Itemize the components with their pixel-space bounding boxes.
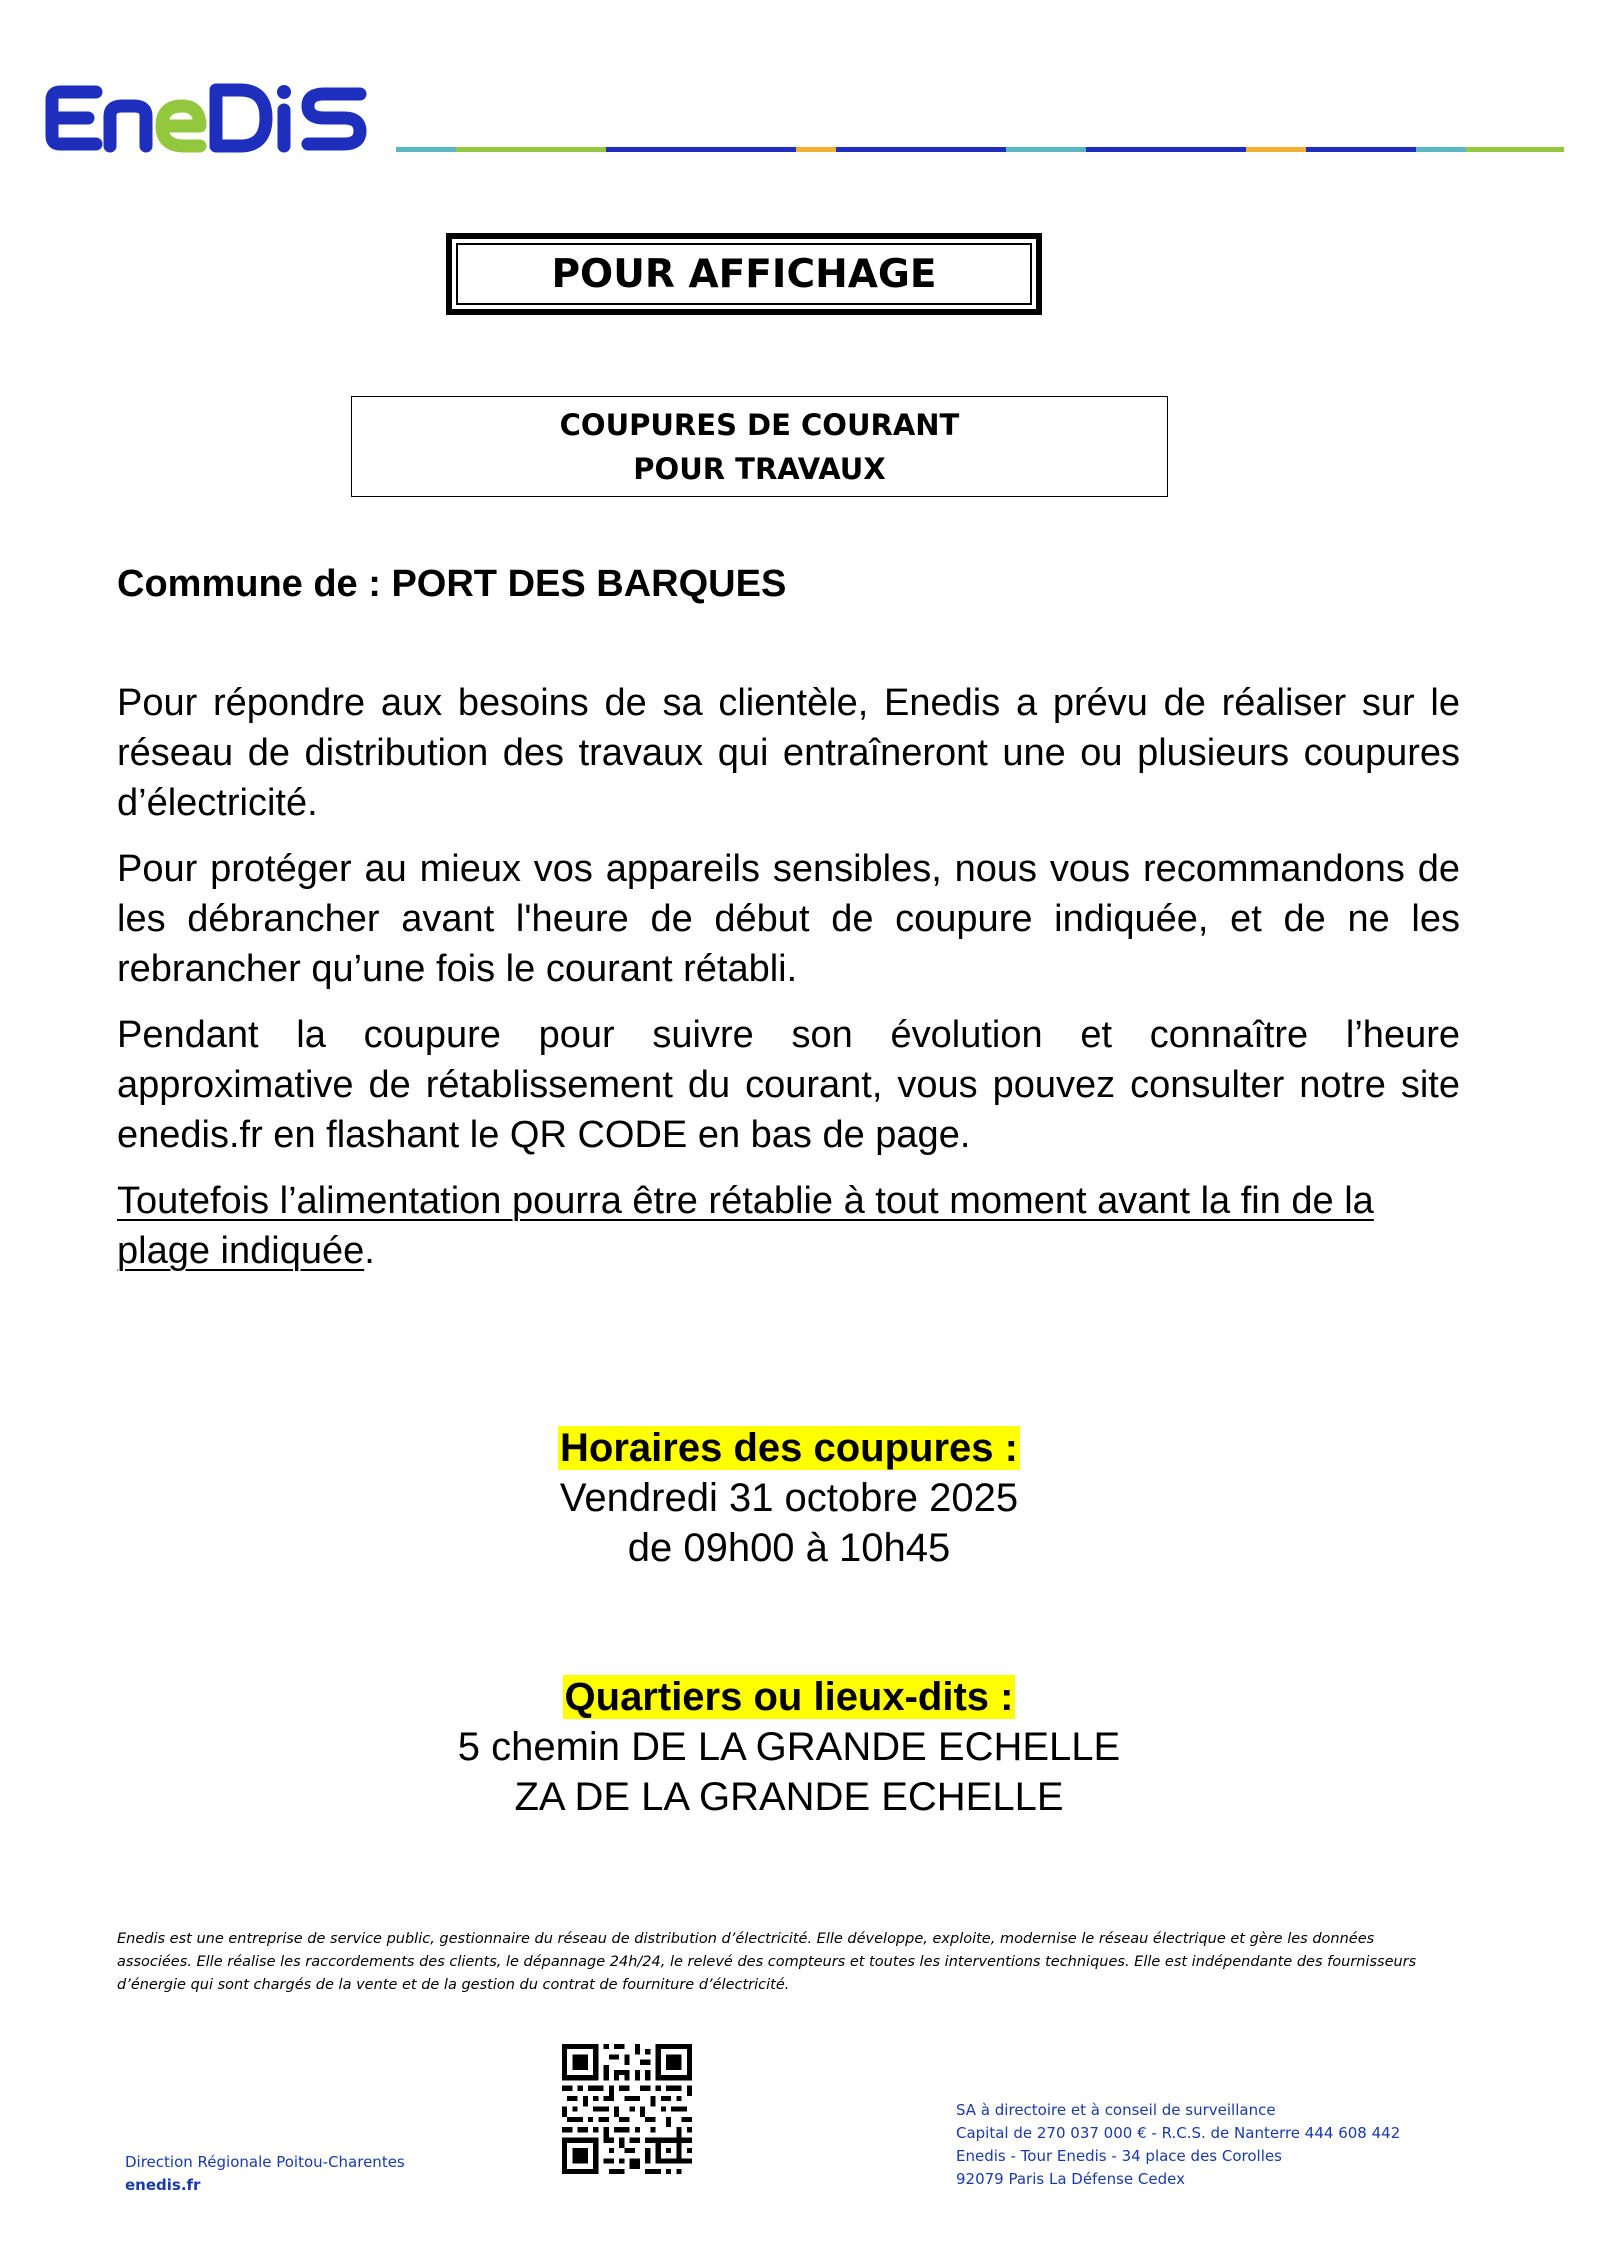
company-form: SA à directoire et à conseil de surveillance [956, 2101, 1276, 2119]
enedis-logo [44, 78, 384, 158]
qr-code-icon[interactable] [562, 2044, 692, 2174]
disclaimer-paragraph [117, 1176, 1460, 1276]
footer-left [125, 2151, 405, 2197]
tracking-paragraph: Pendant la coupure pour suivre son évolution et connaître l’heure approximative de rétablissement du courant, vous pouvez consulter notre site enedis.fr en flashant le QR CODE en bas de page. [117, 1014, 1460, 1156]
company-city: 92079 Paris La Défense Cedex [956, 2170, 1185, 2188]
display-notice-label: POUR AFFICHAGE [456, 243, 1032, 305]
footer-right [956, 2099, 1400, 2191]
commune-heading: Commune de : PORT DES BARQUES [117, 563, 787, 605]
schedule-date: Vendredi 31 octobre 2025 [559, 1476, 1019, 1520]
advice-paragraph: Pour protéger au mieux vos appareils sensibles, nous vous recommandons de les débrancher avant l'heure de début de coupure indiquée, et de ne les rebrancher qu’une fois le courant rétabli. [117, 848, 1460, 990]
legal-notice: Enedis est une entreprise de service public, gestionnaire du réseau de distribution d’électricité. Elle développe, exploite, modernise le réseau électrique et gère les données associées. Elle réalise les raccordements des clients, le dépannage 24h/24, le relevé des compteurs et toutes les interventions techniques. Elle est indépendante des fournisseurs d’énergie qui sont chargés de la vente et de la gestion du contrat de fourniture d’électricité. [117, 1931, 1417, 1993]
schedule-time: de 09h00 à 10h45 [627, 1526, 951, 1570]
notice-title-line1: COUPURES DE COURANT [559, 407, 960, 442]
regional-direction: Direction Régionale Poitou-Charentes [125, 2153, 405, 2171]
disclaimer-period: . [364, 1230, 375, 1272]
company-capital: Capital de 270 037 000 € - R.C.S. de Nanterre 444 608 442 [956, 2124, 1401, 2142]
locations-heading: Quartiers ou lieux-dits : [564, 1675, 1014, 1719]
website-link[interactable]: enedis.fr [125, 2176, 201, 2194]
location-item: 5 chemin DE LA GRANDE ECHELLE [457, 1725, 1121, 1769]
notice-title-box [351, 396, 1168, 497]
header-rule [396, 147, 1564, 152]
location-item: ZA DE LA GRANDE ECHELLE [514, 1775, 1064, 1819]
notice-title-line2: POUR TRAVAUX [633, 451, 886, 486]
schedule-block [0, 1423, 1578, 1573]
locations-block [0, 1672, 1578, 1822]
company-address: Enedis - Tour Enedis - 34 place des Corolles [956, 2147, 1282, 2165]
display-notice-box [446, 233, 1042, 315]
schedule-heading: Horaires des coupures : [560, 1426, 1018, 1470]
intro-paragraph: Pour répondre aux besoins de sa clientèle, Enedis a prévu de réaliser sur le réseau de distribution des travaux qui entraîneront une ou plusieurs coupures d’électricité. [117, 682, 1460, 824]
disclaimer-underlined-text: Toutefois l’alimentation pourra être rétablie à tout moment avant la fin de la plage indiquée [117, 1180, 1374, 1272]
